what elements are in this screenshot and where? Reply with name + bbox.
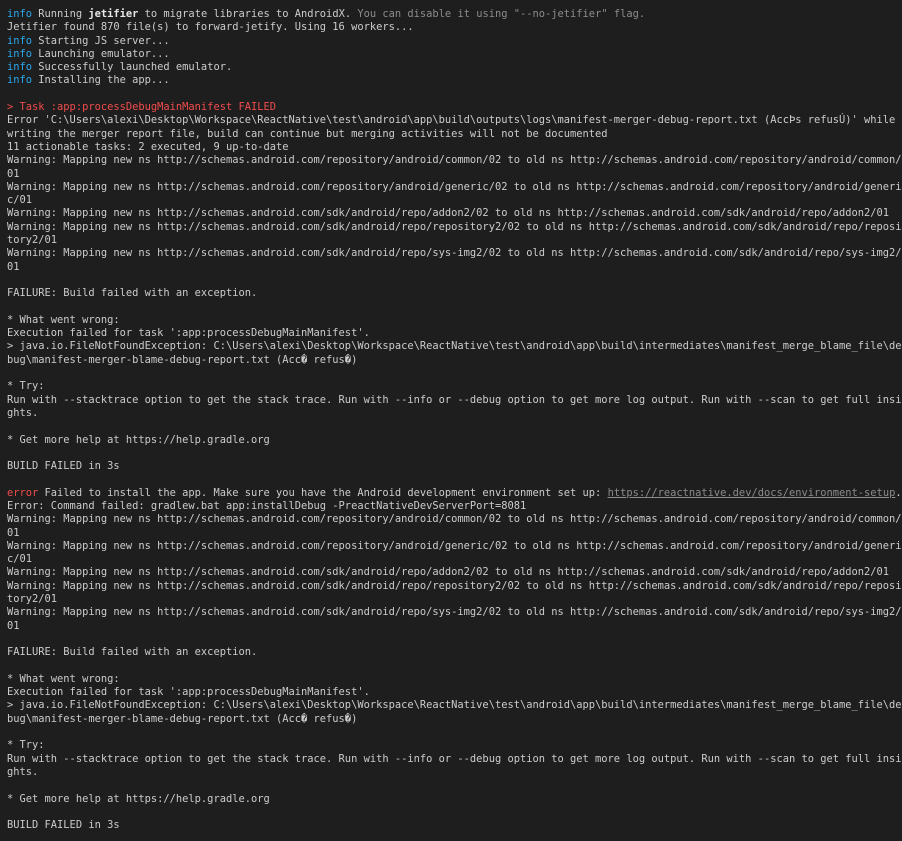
terminal-line: Error: Command failed: gradlew.bat app:installDebug -PreactNativeDevServerPort=8081 — [7, 499, 527, 512]
terminal-line: Run with --stacktrace option to get the stack trace. Run with --info or --debug option to get more log output. Run with --scan to get full insi — [7, 393, 902, 406]
info-text: Successfully launched emulator. — [32, 61, 233, 74]
terminal-line: FAILURE: Build failed with an exception. — [7, 287, 258, 300]
terminal-line: 01 — [7, 619, 20, 632]
terminal-line — [7, 48, 799, 61]
terminal-line — [7, 8, 799, 21]
blank-line — [7, 779, 799, 792]
blank-line — [7, 88, 799, 101]
terminal-line: * Get more help at https://help.gradle.org — [7, 792, 270, 805]
terminal-line: > java.io.FileNotFoundException: C:\Users\alexi\Desktop\Workspace\ReactNative\test\android\app\build\intermediates\manifest_merge_blame_file\de — [7, 699, 902, 712]
terminal-line: FAILURE: Build failed with an exception. — [7, 646, 258, 659]
terminal-line: Execution failed for task ':app:processDebugMainManifest'. — [7, 327, 370, 340]
terminal-line: > java.io.FileNotFoundException: C:\Users\alexi\Desktop\Workspace\ReactNative\test\android\app\build\intermediates\manifest_merge_blame_file\de — [7, 340, 902, 353]
terminal-line: tory2/01 — [7, 593, 58, 606]
blank-line — [7, 367, 799, 380]
terminal-line: bug\manifest-merger-blame-debug-report.txt (Acc� refus�) — [7, 712, 358, 725]
terminal-line: Run with --stacktrace option to get the stack trace. Run with --info or --debug option to get more log output. Run with --scan to get full insi — [7, 752, 902, 765]
blank-line — [7, 726, 799, 739]
terminal-line: 11 actionable tasks: 2 executed, 9 up-to-date — [7, 140, 289, 153]
terminal-line: BUILD FAILED in 3s — [7, 460, 120, 473]
terminal-line: c/01 — [7, 194, 33, 207]
blank-line — [7, 420, 799, 433]
terminal-line: BUILD FAILED in 3s — [7, 819, 120, 832]
terminal-line: Execution failed for task ':app:processDebugMainManifest'. — [7, 686, 370, 699]
terminal-line: Warning: Mapping new ns http://schemas.android.com/repository/android/common/02 to old ns http://schemas.android.com/repository/android/common/ — [7, 513, 902, 526]
terminal-line: 01 — [7, 526, 20, 539]
info-prefix: info — [7, 74, 33, 87]
info-text: Starting JS server... — [32, 34, 170, 47]
terminal-line: Warning: Mapping new ns http://schemas.android.com/repository/android/common/02 to old ns http://schemas.android.com/repository/android/common/ — [7, 154, 902, 167]
terminal-line — [7, 61, 799, 74]
terminal-line: Warning: Mapping new ns http://schemas.android.com/sdk/android/repo/sys-img2/02 to old ns http://schemas.android.com/sdk/android/repo/sys-img2/ — [7, 606, 902, 619]
terminal-line: Warning: Mapping new ns http://schemas.android.com/sdk/android/repo/sys-img2/02 to old ns http://schemas.android.com/sdk/android/repo/sys-img2/ — [7, 247, 902, 260]
jetifier-hint: You can disable it using "--no-jetifier" flag. — [351, 8, 646, 20]
blank-line — [7, 447, 799, 460]
terminal-line: ghts. — [7, 406, 39, 419]
terminal-line: * Try: — [7, 380, 45, 393]
jetifier-running-rest: to migrate libraries to AndroidX. — [138, 8, 352, 20]
terminal-line: * Try: — [7, 739, 45, 752]
info-prefix: info — [7, 47, 33, 60]
info-text: Launching emulator... — [32, 47, 170, 60]
info-prefix: info — [7, 34, 33, 47]
terminal-line — [7, 101, 799, 114]
blank-line — [7, 274, 799, 287]
docs-link[interactable]: https://reactnative.dev/docs/environment-setup — [607, 486, 896, 499]
blank-line — [7, 633, 799, 646]
info-prefix: info — [7, 61, 33, 74]
terminal-line: Error 'C:\Users\alexi\Desktop\Workspace\ReactNative\test\android\app\build\outputs\logs\manifest-merger-debug-report.txt (AccÞs refusÚ)' while — [7, 114, 896, 127]
install-fail-end: . — [895, 486, 902, 499]
task-name: > Task :app:processDebugMainManifest — [7, 101, 233, 114]
terminal-line: tory2/01 — [7, 234, 58, 247]
terminal-line: ghts. — [7, 765, 39, 778]
terminal-line: Warning: Mapping new ns http://schemas.android.com/sdk/android/repo/repository2/02 to old ns http://schemas.android.com/sdk/android/repo/reposi — [7, 579, 902, 592]
task-failed: FAILED — [232, 101, 277, 114]
blank-line — [7, 660, 799, 673]
terminal-line: 01 — [7, 260, 20, 273]
terminal-line: * What went wrong: — [7, 313, 120, 326]
terminal-line: c/01 — [7, 553, 33, 566]
terminal-line: Warning: Mapping new ns http://schemas.android.com/sdk/android/repo/repository2/02 to old ns http://schemas.android.com/sdk/android/repo/reposi — [7, 220, 902, 233]
terminal-line: Warning: Mapping new ns http://schemas.android.com/sdk/android/repo/addon2/02 to old ns http://schemas.android.com/sdk/android/repo/addon2/01 — [7, 566, 890, 579]
terminal-line: * What went wrong: — [7, 672, 120, 685]
terminal-line: * Get more help at https://help.gradle.org — [7, 433, 270, 446]
terminal-line: Warning: Mapping new ns http://schemas.android.com/repository/android/generic/02 to old ns http://schemas.android.com/repository/android/generi — [7, 539, 902, 552]
terminal-line: Jetifier found 870 file(s) to forward-jetify. Using 16 workers... — [7, 21, 414, 34]
terminal-line — [7, 74, 799, 87]
info-text: Installing the app... — [32, 74, 170, 87]
jetifier-name: jetifier — [88, 8, 139, 20]
install-fail-text: Failed to install the app. Make sure you have the Android development environment set up: — [38, 486, 608, 499]
blank-line — [7, 473, 799, 486]
terminal-line: Warning: Mapping new ns http://schemas.android.com/repository/android/generic/02 to old ns http://schemas.android.com/repository/android/generi — [7, 180, 902, 193]
error-prefix: error — [7, 486, 39, 499]
terminal-line: Warning: Mapping new ns http://schemas.android.com/sdk/android/repo/addon2/02 to old ns http://schemas.android.com/sdk/android/repo/addon2/01 — [7, 207, 890, 220]
jetifier-running-text: Running — [32, 8, 89, 20]
blank-line — [7, 301, 799, 314]
terminal-line: 01 — [7, 167, 20, 180]
terminal-line — [7, 35, 799, 48]
terminal-line — [7, 486, 902, 500]
terminal-line: bug\manifest-merger-blame-debug-report.txt (Acc� refus�) — [7, 353, 358, 366]
blank-line — [7, 806, 799, 819]
info-prefix: info — [7, 8, 33, 20]
terminal-line: writing the merger report file, build can continue but merging activities will not be documented — [7, 127, 608, 140]
